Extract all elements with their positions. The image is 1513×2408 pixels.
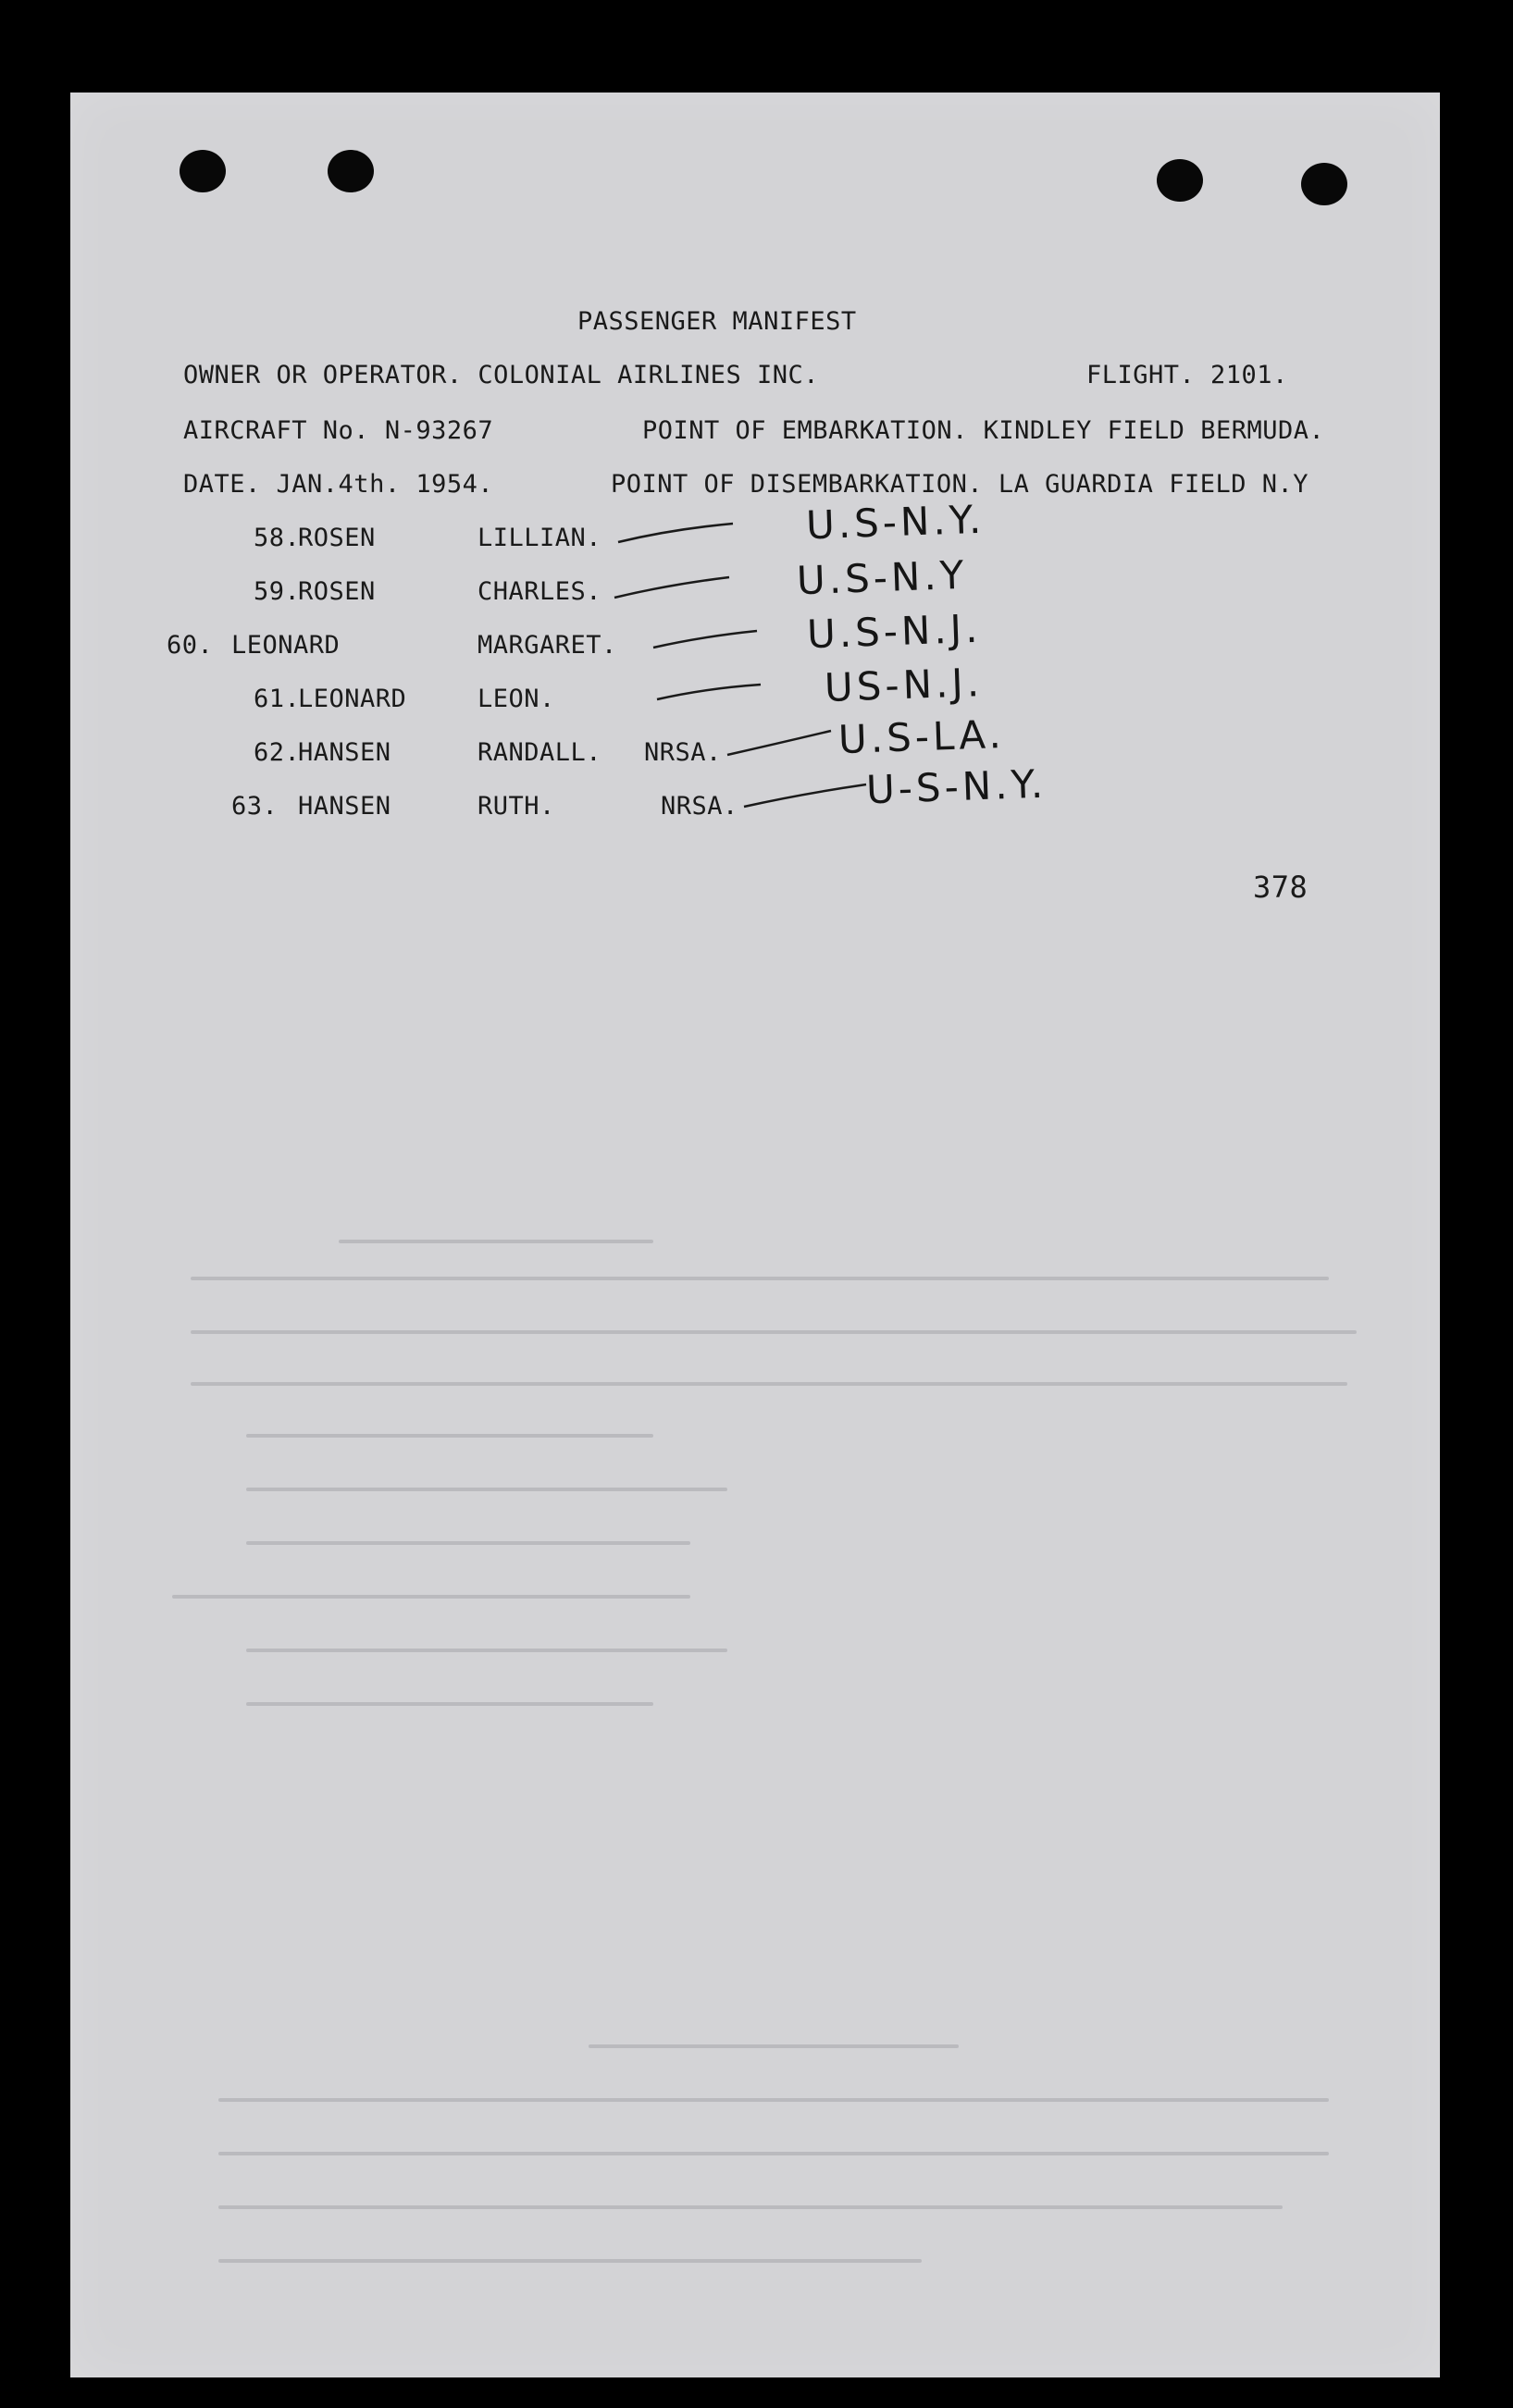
handwritten-annotation: U-S-N.Y. <box>865 760 1048 813</box>
passenger-given-name: CHARLES. <box>477 577 602 606</box>
punch-hole <box>328 150 374 192</box>
handwritten-annotation: U.S-N.Y. <box>805 496 986 549</box>
passenger-given-name: LEON. <box>477 685 555 713</box>
passenger-number: 62. <box>254 738 301 767</box>
passenger-surname: HANSEN <box>298 792 391 821</box>
passenger-surname: LEONARD <box>231 631 341 660</box>
passenger-given-name: LILLIAN. <box>477 524 602 552</box>
passenger-surname: HANSEN <box>298 738 391 767</box>
passenger-number: 58. <box>254 524 301 552</box>
passenger-number: 60. <box>167 631 214 660</box>
punch-hole <box>1301 163 1347 205</box>
handwritten-dash <box>651 625 763 653</box>
passenger-given-name: RUTH. <box>477 792 555 821</box>
passenger-given-name: MARGARET. <box>477 631 617 660</box>
punch-hole <box>1157 159 1203 202</box>
passenger-number: 59. <box>254 577 301 606</box>
passenger-number: 61. <box>254 685 301 713</box>
passenger-number: 63. <box>231 792 279 821</box>
handwritten-dash <box>742 779 872 816</box>
handwritten-dash <box>725 727 837 764</box>
handwritten-annotation: U.S-N.J. <box>806 605 983 658</box>
date-line: DATE. JAN.4th. 1954. <box>183 470 494 499</box>
embarkation-line: POINT OF EMBARKATION. KINDLEY FIELD BERMUDA. <box>642 416 1325 445</box>
owner-line: OWNER OR OPERATOR. COLONIAL AIRLINES INC. <box>183 361 819 389</box>
handwritten-annotation: US-N.J. <box>824 660 984 710</box>
manifest-page <box>70 93 1440 2377</box>
handwritten-dash <box>655 679 766 707</box>
passenger-surname: ROSEN <box>298 577 376 606</box>
handwritten-annotation: U.S-LA. <box>837 710 1006 763</box>
flight-number: FLIGHT. 2101. <box>1086 361 1288 389</box>
disembarkation-line: POINT OF DISEMBARKATION. LA GUARDIA FIELD N.Y <box>611 470 1308 499</box>
status-code: NRSA. <box>661 792 738 821</box>
status-code: NRSA. <box>644 738 722 767</box>
passenger-surname: ROSEN <box>298 524 376 552</box>
handwritten-dash <box>613 574 733 601</box>
aircraft-line: AIRCRAFT No. N-93267 <box>183 416 494 445</box>
punch-hole <box>180 150 226 192</box>
document-title: PASSENGER MANIFEST <box>577 307 857 336</box>
page-number: 378 <box>1253 870 1308 905</box>
handwritten-dash <box>616 520 737 548</box>
passenger-given-name: RANDALL. <box>477 738 602 767</box>
passenger-surname: LEONARD <box>298 685 407 713</box>
handwritten-annotation: U.S-N.Y <box>796 551 969 604</box>
